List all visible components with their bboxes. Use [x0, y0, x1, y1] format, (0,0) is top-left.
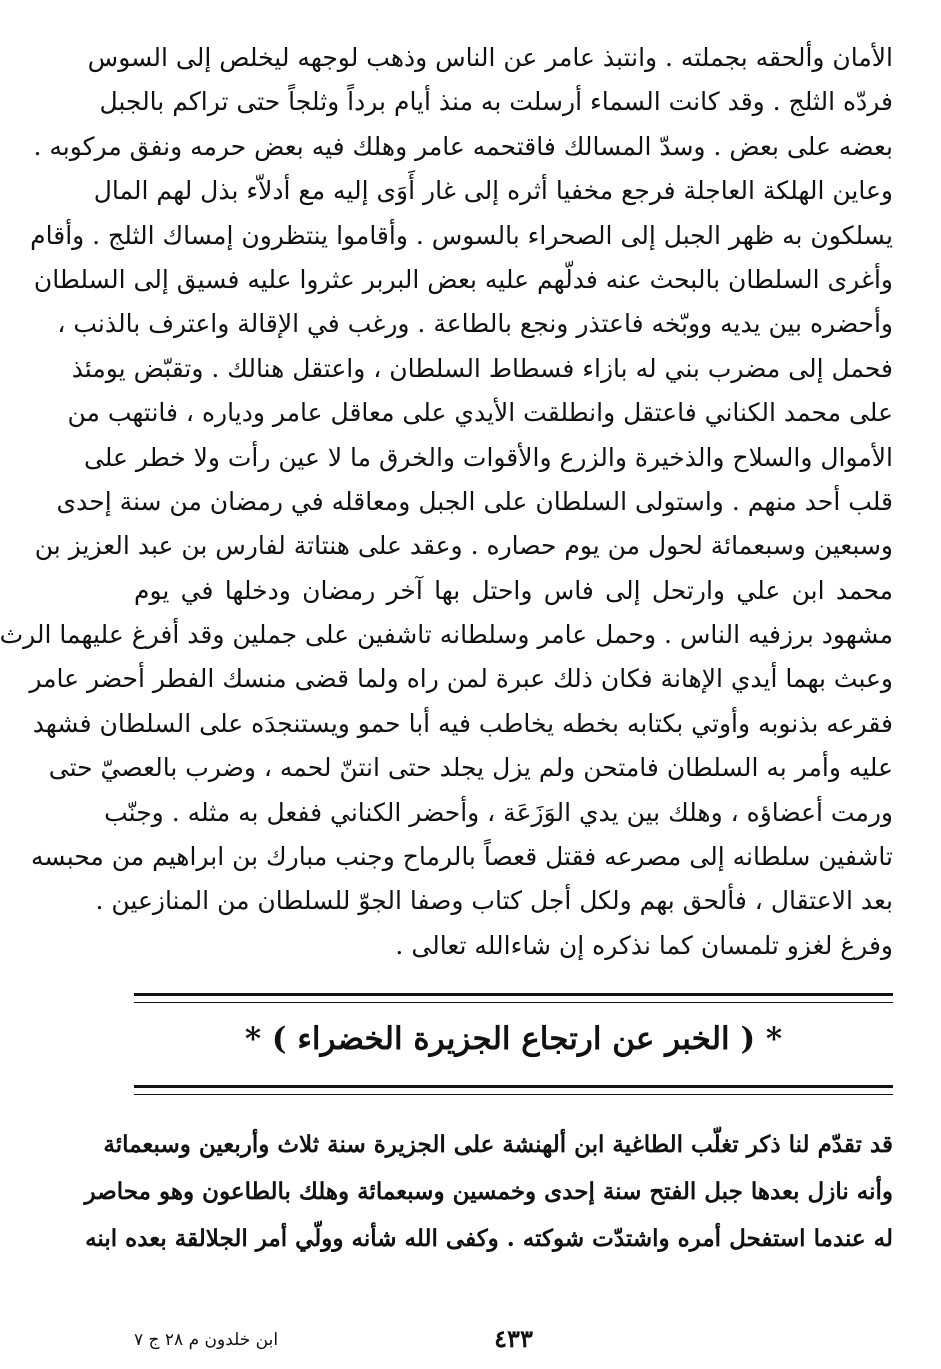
text-line: عليه وأمر به السلطان فامتحن ولم يزل يجلد حتى انتنّ لحمه ، وضرب بالعصيّ حتى	[48, 753, 893, 783]
section-heading: * ( الخبر عن ارتجاع الجزيرة الخضراء ) *	[244, 1021, 783, 1057]
text-line: بعد الاعتقال ، فألحق بهم ولكل أجل كتاب وصفا الجوّ للسلطان من المنازعين .	[95, 886, 893, 916]
text-line: قد تقدّم لنا ذكر تغلّب الطاغية ابن ألهنشة على الجزيرة سنة ثلاث وأربعين وسبعمائة	[103, 1131, 893, 1158]
text-line: وأحضره بين يديه ووبّخه فاعتذر ونجع بالطاعة . ورغب في الإقالة واعترف بالذنب ،	[57, 309, 893, 339]
text-line: وأغرى السلطان بالبحث عنه فدلّهم عليه بعض البربر عثروا عليه فسيق إلى السلطان	[33, 264, 893, 294]
text-line: تاشفين سلطانه إلى مصرعه فقتل قعصاً بالرماح وجنب مبارك بن ابراهيم من محبسه	[31, 842, 893, 872]
text-line: قلب أحد منهم . واستولى السلطان على الجبل ومعاقله في رمضان من سنة إحدى	[56, 486, 893, 516]
text-line: محمد ابن علي وارتحل إلى فاس واحتل بها آخر رمضان ودخلها في يوم	[134, 575, 893, 605]
text-line: الأمان وألحقه بجملته . وانتبذ عامر عن الناس وذهب لوجهه ليخلص إلى السوس	[87, 43, 893, 72]
book-page	[0, 36, 893, 1369]
text-line: على محمد الكناني فاعتقل وانطلقت الأيدي على معاقل عامر ودياره ، فانتهب من	[67, 398, 893, 428]
text-line: يسلكون به ظهر الجبل إلى الصحراء بالسوس . وأقاموا ينتظرون إمساك الثلج . وأقام	[30, 220, 893, 250]
section-divider-bottom	[134, 1085, 893, 1095]
text-line: فردّه الثلج . وقد كانت السماء أرسلت به منذ أيام برداً وثلجاً حتى تراكم بالجبل	[99, 87, 893, 117]
text-line: له عندما استفحل أمره واشتدّت شوكته . وكفى الله شأنه وولّي أمر الجلالقة بعده ابنه	[85, 1225, 893, 1252]
body-paragraph-2	[84, 1121, 893, 1262]
text-line: ورمت أعضاؤه ، وهلك بين يدي الوَزَعَة ، وأحضر الكناني ففعل به مثله . وجنّب	[104, 797, 893, 827]
text-line: وأنه نازل بعدها جبل الفتح سنة إحدى وخمسين وسبعمائة وهلك بالطاعون وهو محاصر	[84, 1178, 893, 1205]
text-line: وسبعين وسبعمائة لحول من يوم حصاره . وعقد على هنتاتة لفارس بن عبد العزيز بن	[34, 531, 893, 561]
text-line: مشهود برزفيه الناس . وحمل عامر وسلطانه تاشفين على جملين وقد أفرغ عليهما الرث	[0, 620, 893, 650]
volume-reference: ابن خلدون م ٢٨ ج ٧	[134, 1330, 279, 1350]
section-divider-top	[134, 993, 893, 1003]
page-footer	[134, 1324, 893, 1358]
text-line: بعضه على بعض . وسدّ المسالك فاقتحمه عامر وهلك فيه بعض حرمه ونفق مركوبه .	[33, 131, 893, 161]
text-line: وعاين الهلكة العاجلة فرجع مخفيا أثره إلى غار أَوَى إليه مع أدلاّء بذل لهم المال	[93, 176, 893, 206]
text-line: فقرعه بذنوبه وأوتي بكتابه بخطه يخاطب فيه أبا حمو ويستنجدَه على السلطان فشهد	[32, 708, 893, 738]
text-line: فحمل إلى مضرب بني له بازاء فسطاط السلطان ، واعتقل هنالك . وتقبّض يومئذ	[71, 353, 893, 383]
body-paragraph-1	[0, 36, 893, 968]
text-line: وعبث بهما أيدي الإهانة فكان ذلك عبرة لمن راه ولما قضى منسك الفطر أحضر عامر	[29, 664, 893, 694]
text-line-last: وفرغ لغزو تلمسان كما نذكره إن شاءالله تعالى .	[395, 930, 893, 960]
text-line: الأموال والسلاح والذخيرة والزرع والأقوات والخرق ما لا عين رأت ولا خطر على	[83, 442, 893, 472]
page-number: ٤٣٣	[494, 1324, 533, 1353]
